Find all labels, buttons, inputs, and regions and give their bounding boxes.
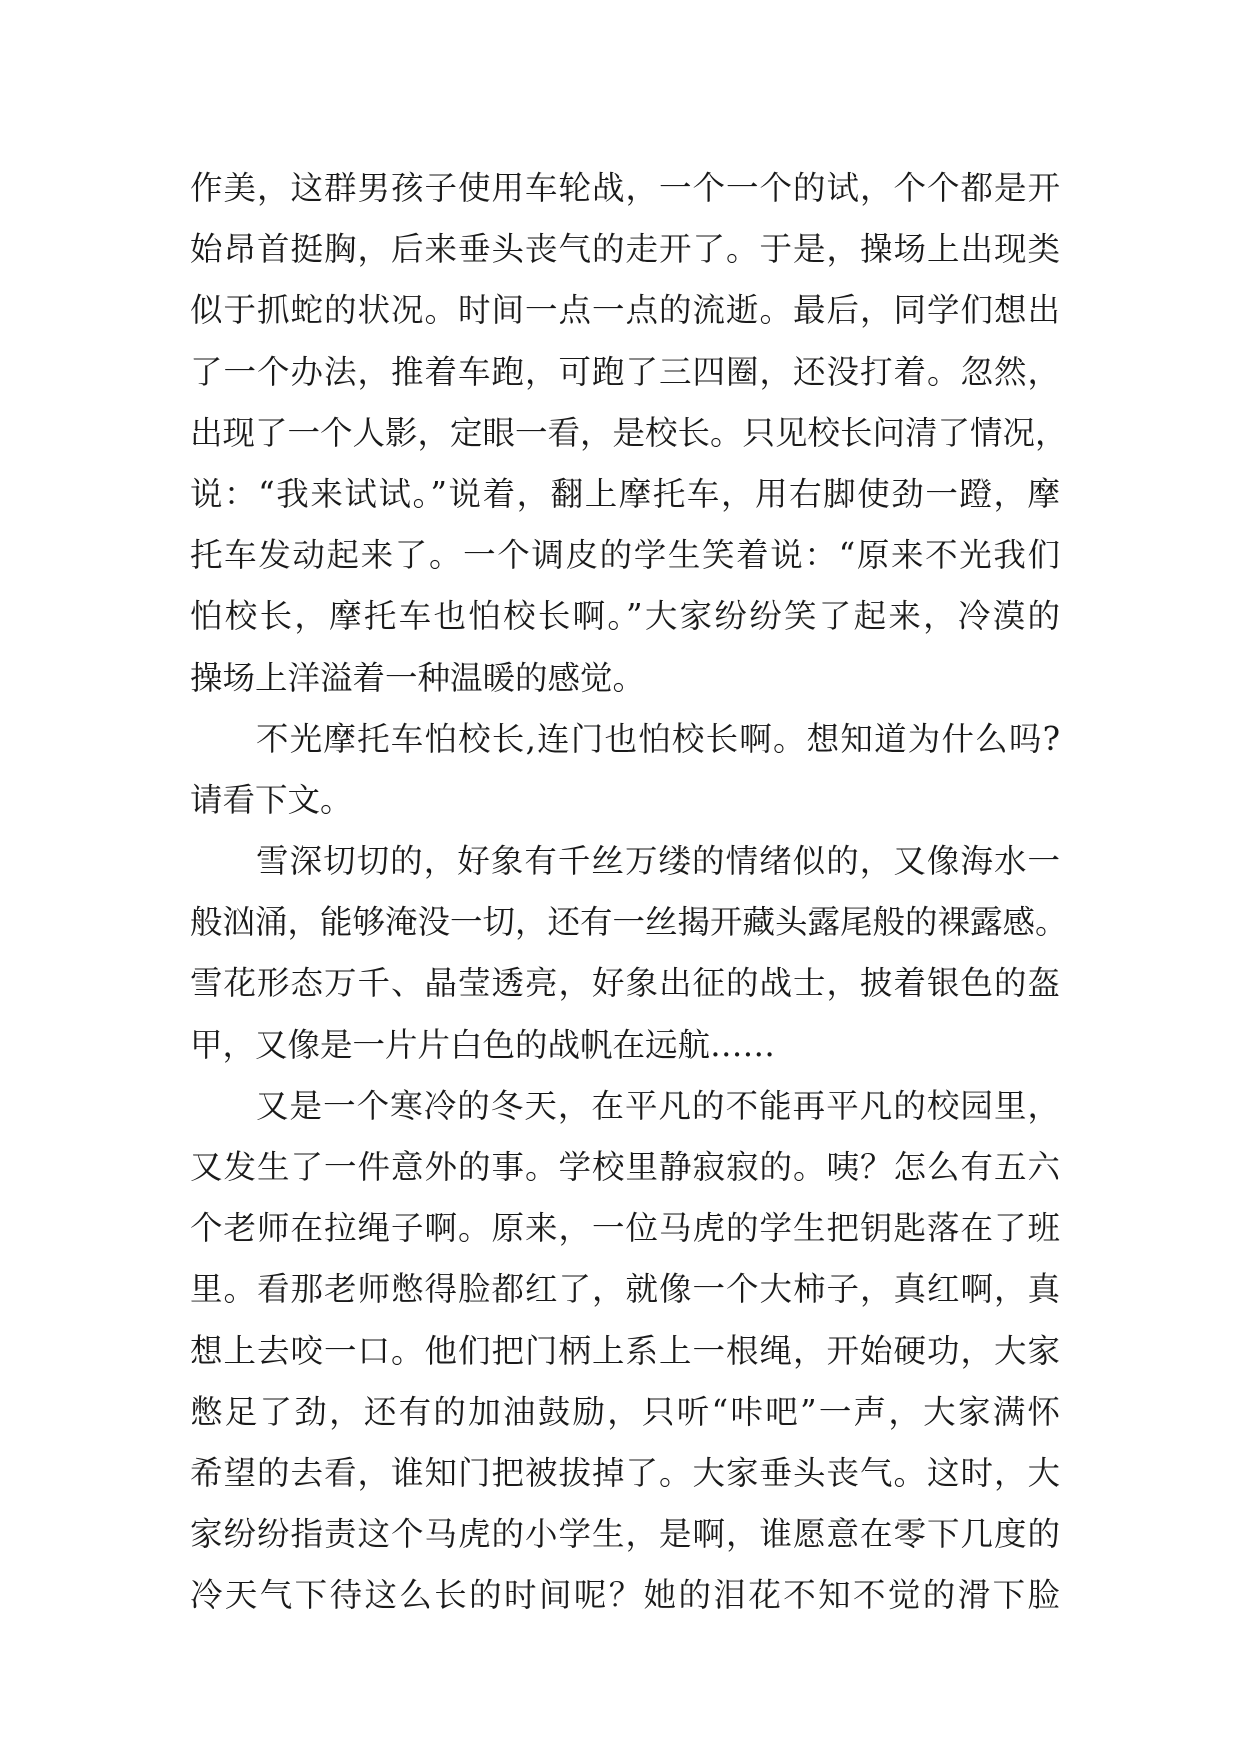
paragraph-start-line: 又是一个寒冷的冬天，在平凡的不能再平凡的校园里， — [256, 1086, 1060, 1125]
text-line: 操场上洋溢着一种温暖的感觉。 — [190, 658, 646, 697]
text-line: 里。看那老师憋得脸都红了，就像一个大柿子，真红啊，真 — [190, 1270, 1060, 1309]
text-line: 雪花形态万千、晶莹透亮，好象出征的战士，披着银色的盔 — [190, 964, 1060, 1003]
text-line: 似于抓蛇的状况。时间一点一点的流逝。最后，同学们想出 — [190, 291, 1060, 330]
text-line: 又发生了一件意外的事。学校里静寂寂的。咦？怎么有五六 — [190, 1148, 1060, 1186]
text-line: 想上去咬一口。他们把门柄上系上一根绳，开始硬功，大家 — [190, 1331, 1060, 1370]
paragraph-start-line: 雪深切切的，好象有千丝万缕的情绪似的，又像海水一 — [256, 842, 1060, 881]
text-line: 希望的去看，谁知门把被拔掉了。大家垂头丧气。这时，大 — [190, 1453, 1060, 1492]
text-line: 个老师在拉绳子啊。原来，一位马虎的学生把钥匙落在了班 — [190, 1209, 1060, 1248]
body-text — [190, 158, 1068, 1627]
text-line: 托车发动起来了。一个调皮的学生笑着说：“原来不光我们 — [190, 536, 1060, 575]
text-line: 憋足了劲，还有的加油鼓励，只听“咔吧”一声，大家满怀 — [190, 1392, 1060, 1431]
text-line: 怕校长，摩托车也怕校长啊。”大家纷纷笑了起来，冷漠的 — [190, 597, 1060, 636]
text-line: 出现了一个人影，定眼一看，是校长。只见校长问清了情况， — [190, 413, 1068, 452]
text-line: 甲，又像是一片片白色的战帆在远航…… — [190, 1025, 776, 1064]
text-line: 请看下文。 — [190, 780, 353, 819]
text-line: 始昂首挺胸，后来垂头丧气的走开了。于是，操场上出现类 — [190, 230, 1060, 269]
text-line: 作美，这群男孩子使用车轮战，一个一个的试，个个都是开 — [190, 169, 1060, 207]
paragraph-start-line: 不光摩托车怕校长,连门也怕校长啊。想知道为什么吗? — [256, 719, 1060, 758]
text-line: 冷天气下待这么长的时间呢？她的泪花不知不觉的滑下脸 — [190, 1576, 1060, 1615]
text-line: 家纷纷指责这个马虎的小学生，是啊，谁愿意在零下几度的 — [190, 1515, 1060, 1554]
text-line: 般汹涌，能够淹没一切，还有一丝揭开藏头露尾般的裸露感。 — [190, 903, 1068, 942]
text-line: 说：“我来试试。”说着，翻上摩托车，用右脚使劲一蹬，摩 — [190, 474, 1060, 513]
text-line: 了一个办法，推着车跑，可跑了三四圈，还没打着。忽然， — [190, 352, 1060, 391]
